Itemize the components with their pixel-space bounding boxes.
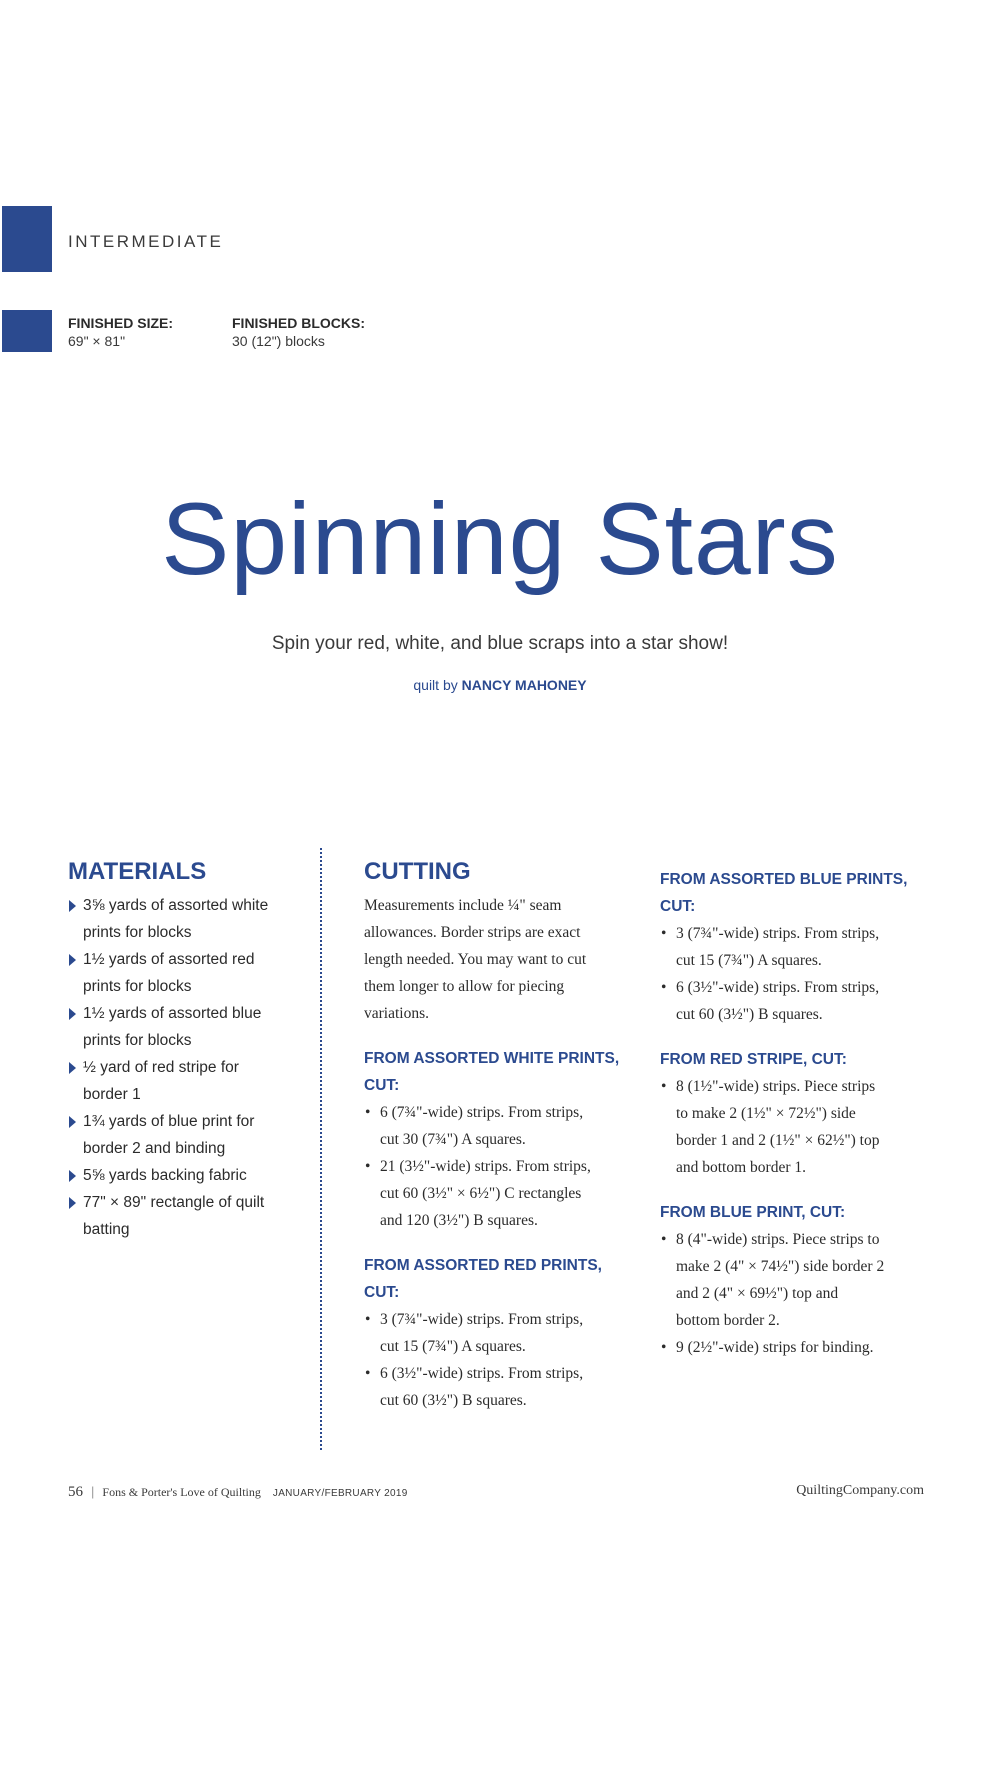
list-item: • 6 (7¾"-wide) strips. From strips, cut 30 (7¾") A squares. <box>364 1099 634 1153</box>
bullet-dot-icon: • <box>365 1311 371 1328</box>
triangle-bullet-icon <box>69 1197 76 1209</box>
list-item: 1½ yards of assorted red prints for blocks <box>68 946 308 1000</box>
bullet-dot-icon: • <box>661 1231 667 1248</box>
list-item: 1¾ yards of blue print for border 2 and binding <box>68 1108 308 1162</box>
cutting-continued-section <box>660 866 950 1361</box>
list-item: 77" × 89" rectangle of quilt batting <box>68 1189 308 1243</box>
finished-blocks-value: 30 (12") blocks <box>232 333 325 349</box>
list-item: • 6 (3½"-wide) strips. From strips, cut 60 (3½") B squares. <box>660 974 950 1028</box>
cutting-section <box>364 858 634 1414</box>
list-item: 1½ yards of assorted blue prints for blocks <box>68 1000 308 1054</box>
bullet-dot-icon: • <box>661 979 667 996</box>
finished-blocks-label: FINISHED BLOCKS: <box>232 315 365 331</box>
white-prints-heading: FROM ASSORTED WHITE PRINTS, CUT: <box>364 1050 620 1094</box>
list-item: • 8 (4"-wide) strips. Piece strips to make 2 (4" × 74½") side border 2 and 2 (4" × 69½") top and bottom border 2. <box>660 1226 950 1334</box>
level-color-block <box>2 206 52 272</box>
page-subtitle: Spin your red, white, and blue scraps into a star show! <box>271 633 729 654</box>
finished-blocks-spec <box>232 314 365 350</box>
list-item: 3⅝ yards of assorted white prints for blocks <box>68 892 308 946</box>
blue-prints-heading: FROM ASSORTED BLUE PRINTS, CUT: <box>660 871 908 915</box>
page-title: Spinning Stars <box>161 482 839 596</box>
bullet-dot-icon: • <box>661 1078 667 1095</box>
bullet-dot-icon: • <box>365 1158 371 1175</box>
red-prints-heading: FROM ASSORTED RED PRINTS, CUT: <box>364 1257 602 1301</box>
list-item: • 8 (1½"-wide) strips. Piece strips to make 2 (1½" × 72½") side border 1 and 2 (1½" × 62½") top and bottom border 1. <box>660 1073 950 1181</box>
page-number: 56 <box>68 1484 83 1500</box>
publication-name: Fons & Porter's Love of Quilting <box>102 1485 261 1499</box>
triangle-bullet-icon <box>69 954 76 966</box>
red-stripe-list <box>660 1073 950 1181</box>
red-stripe-heading: FROM RED STRIPE, CUT: <box>660 1051 847 1068</box>
triangle-bullet-icon <box>69 1170 76 1182</box>
cutting-intro: Measurements include ¼" seam allowances. Border strips are exact length needed. You may want to cut them longer to allow for piecing variations. <box>364 897 587 1022</box>
issue-date: JANUARY/FEBRUARY 2019 <box>272 1488 408 1499</box>
bullet-dot-icon: • <box>365 1365 371 1382</box>
triangle-bullet-icon <box>69 900 76 912</box>
list-item: • 3 (7¾"-wide) strips. From strips, cut 15 (7¾") A squares. <box>364 1306 634 1360</box>
materials-section <box>68 858 308 1243</box>
skill-level-label: INTERMEDIATE <box>68 232 224 251</box>
website-link[interactable]: QuiltingCompany.com <box>796 1483 924 1498</box>
designer-name: NANCY MAHONEY <box>461 677 587 693</box>
list-item: • 6 (3½"-wide) strips. From strips, cut 60 (3½") B squares. <box>364 1360 634 1414</box>
red-prints-list <box>364 1306 634 1414</box>
bullet-dot-icon: • <box>661 925 667 942</box>
finished-size-value: 69" × 81" <box>68 333 126 349</box>
materials-list <box>68 892 308 1243</box>
triangle-bullet-icon <box>69 1062 76 1074</box>
blue-print-list <box>660 1226 950 1361</box>
specs-color-block <box>2 310 52 352</box>
materials-heading: MATERIALS <box>68 858 207 885</box>
white-prints-list <box>364 1099 634 1234</box>
byline-prefix: quilt by <box>413 677 458 693</box>
byline <box>0 677 1000 693</box>
bullet-dot-icon: • <box>365 1104 371 1121</box>
list-item: • 21 (3½"-wide) strips. From strips, cut 60 (3½" × 6½") C rectangles and 120 (3½") B squares. <box>364 1153 634 1234</box>
list-item: • 3 (7¾"-wide) strips. From strips, cut 15 (7¾") A squares. <box>660 920 950 974</box>
bullet-dot-icon: • <box>661 1339 667 1356</box>
page-footer <box>68 1484 408 1501</box>
list-item: ½ yard of red stripe for border 1 <box>68 1054 308 1108</box>
finished-size-spec <box>68 314 173 350</box>
blue-print-heading: FROM BLUE PRINT, CUT: <box>660 1204 846 1221</box>
footer-separator: | <box>91 1484 95 1499</box>
finished-size-label: FINISHED SIZE: <box>68 315 174 331</box>
column-divider <box>320 848 322 1450</box>
triangle-bullet-icon <box>69 1116 76 1128</box>
blue-prints-list <box>660 920 950 1028</box>
list-item: 5⅝ yards backing fabric <box>68 1162 308 1189</box>
cutting-heading: CUTTING <box>364 858 471 885</box>
triangle-bullet-icon <box>69 1008 76 1020</box>
list-item: • 9 (2½"-wide) strips for binding. <box>660 1334 950 1361</box>
